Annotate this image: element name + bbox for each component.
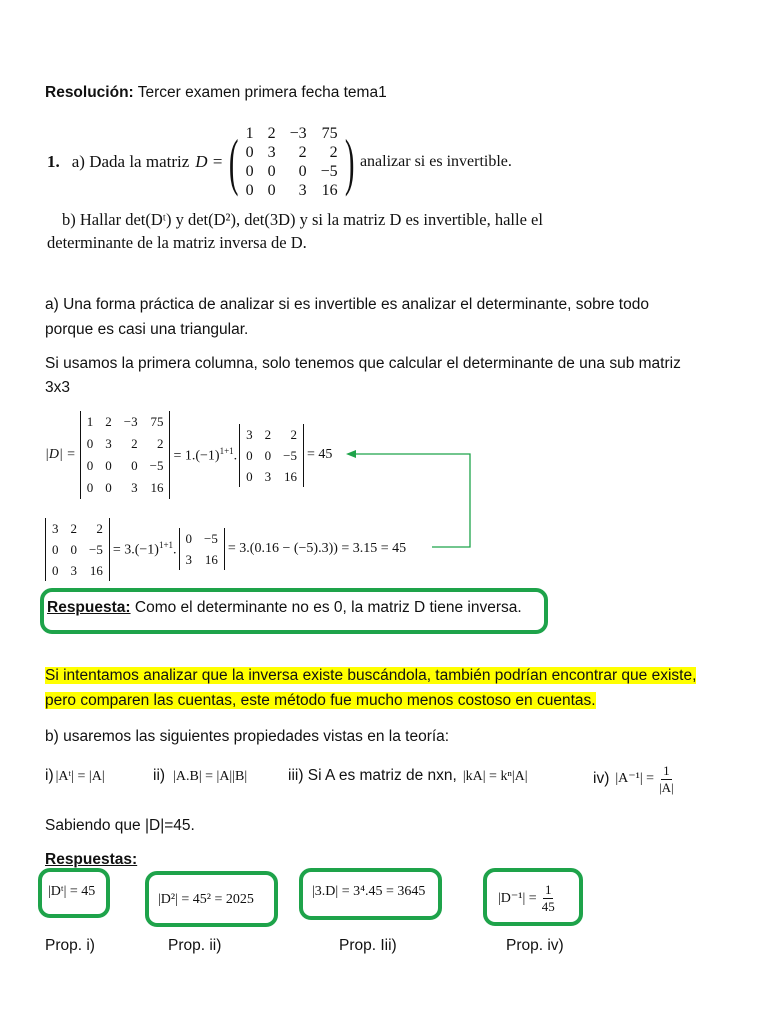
det-result: = 45 bbox=[307, 447, 333, 462]
det-expand-text: = $1.(-1)^{1+1}$. bbox=[173, 445, 238, 464]
matrix-d-table-cell: −5 bbox=[320, 163, 338, 180]
det-matrix-d-table-cell: 0 bbox=[86, 458, 94, 473]
det-matrix-d-table-cell: 3 bbox=[131, 480, 138, 495]
matrix-d-table-cell: 0 bbox=[298, 163, 307, 180]
sub-matrix-3x3-table-cell: −5 bbox=[283, 447, 297, 463]
matrix-d-table-cell: 0 bbox=[267, 163, 276, 180]
det-matrix-d-table-cell: 16 bbox=[150, 480, 164, 495]
caption-2: Prop. ii) bbox=[168, 937, 222, 954]
matrix-d-table-cell: 2 bbox=[298, 144, 307, 161]
sub-matrix-2x2-table-cell: −5 bbox=[204, 531, 218, 546]
det-matrix-d-table-cell: 0 bbox=[131, 458, 138, 473]
answer-text: Como el determinante no es 0, la matriz D tiene inversa. bbox=[134, 599, 522, 616]
answers-label: Respuestas: bbox=[45, 851, 138, 868]
prop-iv: iv) |A⁻¹| = $\frac{1}{|A|}$ bbox=[593, 762, 674, 795]
sub-matrix-3x3-b-table-cell: 0 bbox=[52, 541, 59, 557]
sub-matrix-3x3-table-cell: 16 bbox=[284, 468, 297, 484]
sub-matrix-3x3-b-table-cell: 2 bbox=[70, 520, 77, 536]
answer-formula-2: |D²| = 45² = 2025 bbox=[158, 892, 254, 907]
sub-matrix-3x3-table-cell: 3 bbox=[264, 468, 272, 484]
answer-formula-4: |D⁻¹| = $\frac{1}{45}$ bbox=[498, 881, 555, 914]
sub-matrix-2x2-table-cell: 3 bbox=[185, 552, 193, 567]
det-matrix-d-table-cell: 2 bbox=[156, 436, 164, 451]
matrix-name: D = bbox=[195, 152, 224, 171]
det-matrix-d-table-cell: −3 bbox=[123, 414, 138, 429]
answer-label: Respuesta: bbox=[47, 599, 131, 616]
sub-matrix-2x2-table-cell: 0 bbox=[185, 531, 193, 546]
matrix-d-table-cell: 75 bbox=[321, 125, 338, 142]
exp2-mid: = $3.(-1)^{1+1}$. bbox=[112, 539, 177, 558]
sub-matrix-2x2-table-cell: 16 bbox=[204, 552, 218, 567]
matrix-d-table-cell: −3 bbox=[289, 125, 307, 142]
det-matrix-d-table-cell: 1 bbox=[86, 414, 94, 429]
sub-matrix-3x3-b-table-cell: 3 bbox=[52, 520, 59, 536]
highlight-line2: pero comparen las cuentas, este método fue mucho menos costoso en cuentas. bbox=[45, 692, 596, 709]
det-matrix-d-table-cell: −5 bbox=[149, 458, 164, 473]
sub-matrix-3x3-table-cell: 2 bbox=[264, 426, 272, 442]
part-a-p1-line2: porque es casi una triangular. bbox=[45, 321, 249, 338]
det-matrix-d-table-cell: 0 bbox=[105, 458, 112, 473]
matrix-d-table-cell: 1 bbox=[245, 125, 254, 142]
matrix-d-table-cell: 0 bbox=[245, 144, 254, 161]
det-matrix-d-table-cell: 2 bbox=[105, 414, 112, 429]
matrix-d-table-cell: 2 bbox=[329, 144, 338, 161]
matrix-d-table-cell: 0 bbox=[245, 182, 254, 199]
sub-matrix-3x3-b-table-cell: 0 bbox=[52, 562, 59, 578]
det-matrix-d-table-cell: 2 bbox=[131, 436, 138, 451]
sub-matrix-3x3-table-cell: 3 bbox=[246, 426, 253, 442]
problem-a-suffix: analizar si es invertible. bbox=[359, 153, 512, 170]
matrix-d-table-cell: 2 bbox=[267, 125, 276, 142]
matrix-d-table-cell: 0 bbox=[245, 163, 254, 180]
det-matrix-d-table-cell: 3 bbox=[105, 436, 112, 451]
matrix-d-table-cell: 3 bbox=[267, 144, 276, 161]
sub-matrix-3x3-table-cell: 2 bbox=[290, 426, 297, 442]
sub-matrix-3x3-b-table-cell: −5 bbox=[89, 541, 103, 557]
problem-number: 1. bbox=[47, 152, 60, 171]
matrix-d-table-cell: 16 bbox=[321, 182, 338, 199]
matrix-d-table-cell: 0 bbox=[267, 182, 276, 199]
det-matrix-d-table-cell: 75 bbox=[150, 414, 164, 429]
answer-line bbox=[47, 597, 522, 619]
problem-a-prefix: a) Dada la matriz bbox=[71, 152, 190, 171]
prop-ii: ii) |A.B| = |A||B| bbox=[153, 767, 248, 784]
knowing-text: Sabiendo que |D|=45. bbox=[45, 817, 195, 834]
answer-formula-3: |3.D| = 3⁴.45 = 3645 bbox=[312, 884, 426, 899]
highlight-line1: Si intentamos analizar que la inversa existe buscándola, también podrían encontrar que existe, bbox=[45, 667, 697, 684]
answer-formula-1: |Dᵗ| = 45 bbox=[48, 884, 96, 899]
prop-i: i) |Aᵗ| = |A| bbox=[45, 767, 105, 784]
caption-3: Prop. Iii) bbox=[339, 937, 397, 954]
matrix-d-table-cell: 3 bbox=[298, 182, 307, 199]
exp2-result: = 3.(0.16 − (−5).3)) = 3.15 = 45 bbox=[227, 541, 407, 556]
sub-matrix-3x3-b-table-cell: 0 bbox=[70, 541, 77, 557]
det-matrix-d-table-cell: 0 bbox=[105, 480, 112, 495]
sub-matrix-3x3-b-table-cell: 3 bbox=[70, 562, 77, 578]
caption-1: Prop. i) bbox=[45, 937, 95, 954]
sub-matrix-3x3-b-table-cell: 2 bbox=[96, 520, 103, 536]
det-label: |D| = bbox=[45, 447, 76, 462]
header-title: Tercer examen primera fecha tema1 bbox=[137, 84, 387, 101]
sub-matrix-3x3-table-cell: 0 bbox=[264, 447, 272, 463]
header-label: Resolución: bbox=[45, 84, 134, 101]
part-b-intro: b) usaremos las siguientes propiedades vistas en la teoría: bbox=[45, 728, 450, 745]
det-matrix-d-table-cell: 0 bbox=[86, 480, 94, 495]
right-paren: ) bbox=[344, 126, 355, 197]
part-a-p1-line1: a) Una forma práctica de analizar si es invertible es analizar el determinante, sobre todo bbox=[45, 296, 649, 313]
caption-4: Prop. iv) bbox=[506, 937, 564, 954]
left-paren: ( bbox=[229, 126, 239, 197]
properties-row bbox=[45, 760, 745, 798]
sub-matrix-3x3-table-cell: 0 bbox=[246, 468, 253, 484]
det-matrix-d-table-cell: 0 bbox=[86, 436, 94, 451]
problem-b-line2: determinante de la matriz inversa de D. bbox=[47, 233, 307, 252]
part-a-p2-line2: 3x3 bbox=[45, 379, 70, 396]
problem-b-line1: b) Hallar det(Dᵗ) y det(D²), det(3D) y si la matriz D es invertible, halle el bbox=[62, 210, 543, 229]
sub-matrix-3x3-b-table-cell: 16 bbox=[89, 562, 103, 578]
part-a-p2-line1: Si usamos la primera columna, solo tenemos que calcular el determinante de una sub matriz bbox=[45, 355, 681, 372]
prop-iii: iii) Si A es matriz de nxn, |kA| = kⁿ|A| bbox=[288, 767, 528, 784]
sub-matrix-3x3-table-cell: 0 bbox=[246, 447, 253, 463]
